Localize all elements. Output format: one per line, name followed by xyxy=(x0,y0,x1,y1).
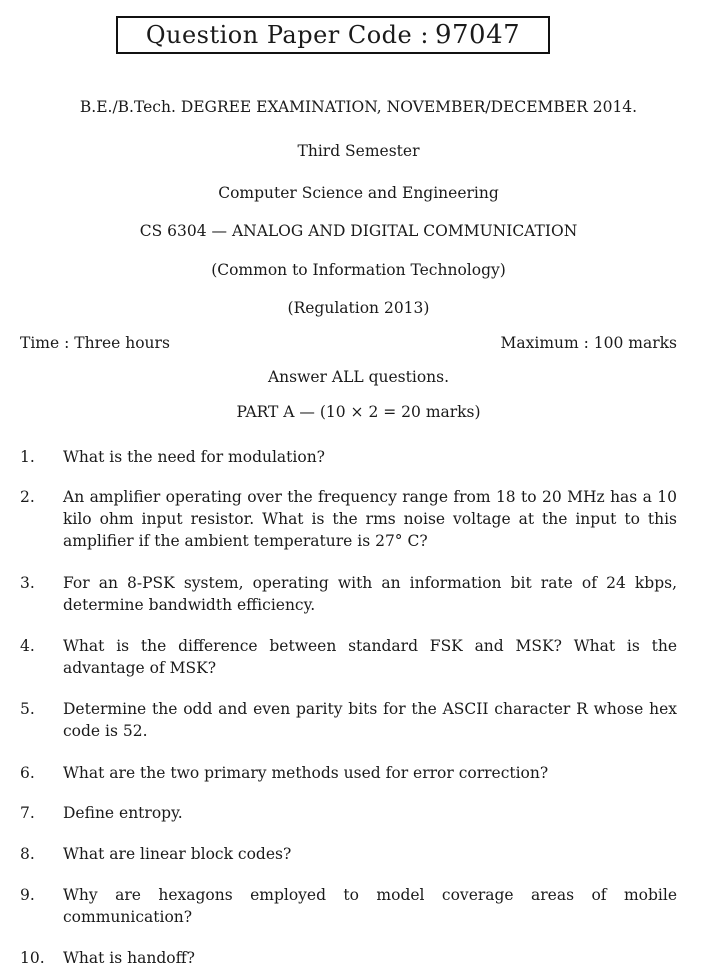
question-3 xyxy=(20,572,677,616)
question-1 xyxy=(20,446,677,468)
part-a-heading: PART A — (10 × 2 = 20 marks) xyxy=(236,403,481,421)
question-number: 4. xyxy=(20,637,35,655)
question-number: 2. xyxy=(20,488,35,506)
maximum-marks: Maximum : 100 marks xyxy=(500,334,677,352)
question-text: What is the need for modulation? xyxy=(63,448,325,466)
question-text: Why are hexagons employed to model coverage areas of mobile communication? xyxy=(63,886,677,926)
question-number: 8. xyxy=(20,845,35,863)
question-8 xyxy=(20,843,677,865)
code-label: Question Paper Code : xyxy=(145,21,429,49)
question-6 xyxy=(20,762,677,784)
question-5 xyxy=(20,698,677,742)
question-text: Determine the odd and even parity bits for the ASCII character R whose hex code is 52. xyxy=(63,700,677,740)
question-paper-code-box xyxy=(116,16,550,54)
time-allowed: Time : Three hours xyxy=(20,334,170,352)
question-text: What are the two primary methods used for error correction? xyxy=(63,764,549,782)
question-10 xyxy=(20,947,677,969)
instruction: Answer ALL questions. xyxy=(267,368,450,386)
question-number: 3. xyxy=(20,574,35,592)
question-7 xyxy=(20,802,677,824)
regulation: (Regulation 2013) xyxy=(287,299,430,317)
question-text: For an 8-PSK system, operating with an information bit rate of 24 kbps, determine bandwidth efficiency. xyxy=(63,574,677,614)
time-marks-row xyxy=(20,334,677,352)
question-number: 10. xyxy=(20,949,45,967)
question-text: Define entropy. xyxy=(63,804,183,822)
question-4 xyxy=(20,635,677,679)
department: Computer Science and Engineering xyxy=(218,184,499,202)
question-number: 9. xyxy=(20,886,35,904)
subject: CS 6304 — ANALOG AND DIGITAL COMMUNICATION xyxy=(139,222,578,240)
semester: Third Semester xyxy=(297,142,420,160)
code-number: 97047 xyxy=(434,20,521,50)
question-number: 5. xyxy=(20,700,35,718)
question-9 xyxy=(20,884,677,928)
question-number: 1. xyxy=(20,448,35,466)
question-text: What is handoff? xyxy=(63,949,195,967)
question-text: An amplifier operating over the frequency range from 18 to 20 MHz has a 10 kilo ohm input resistor. What is the rms noise voltage at the input to this amplifier if the ambient temperature is 27° C? xyxy=(63,488,677,550)
question-text: What is the difference between standard FSK and MSK? What is the advantage of MSK? xyxy=(63,637,677,677)
question-number: 6. xyxy=(20,764,35,782)
question-number: 7. xyxy=(20,804,35,822)
common-to: (Common to Information Technology) xyxy=(211,261,506,279)
question-2 xyxy=(20,486,677,552)
exam-title: B.E./B.Tech. DEGREE EXAMINATION, NOVEMBER/DECEMBER 2014. xyxy=(79,98,638,116)
question-text: What are linear block codes? xyxy=(63,845,292,863)
